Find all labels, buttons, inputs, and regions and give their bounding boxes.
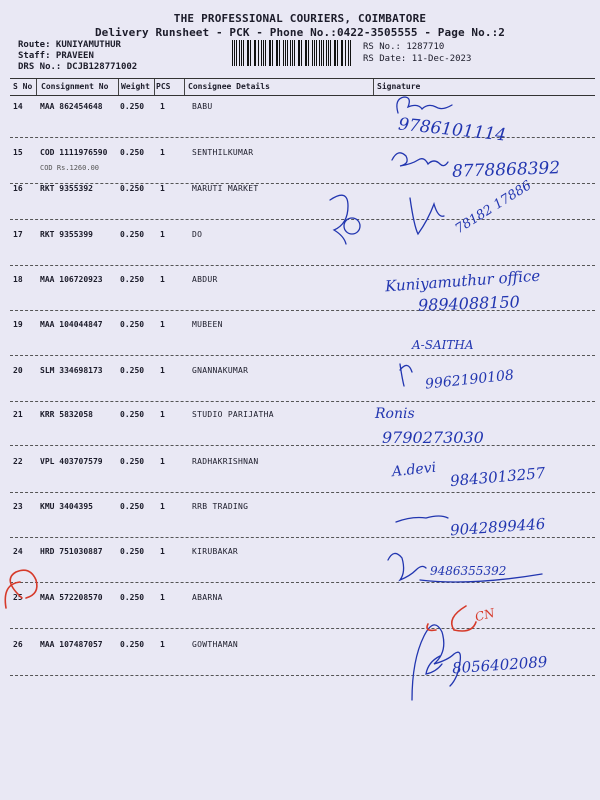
barcode-bar bbox=[312, 40, 313, 66]
row-sno: 21 bbox=[13, 410, 23, 419]
row-weight: 0.250 bbox=[120, 320, 145, 329]
row-sno: 25 bbox=[13, 593, 23, 602]
row-divider bbox=[10, 265, 595, 266]
row-pcs: 1 bbox=[160, 410, 165, 419]
col-divider bbox=[373, 79, 374, 95]
barcode-bar bbox=[287, 40, 288, 66]
col-divider bbox=[118, 79, 119, 95]
handwritten-phone: 8056402089 bbox=[451, 652, 548, 678]
col-signature: Signature bbox=[377, 82, 421, 91]
row-weight: 0.250 bbox=[120, 457, 145, 466]
handwritten-note: Kuniyamuthur office bbox=[384, 266, 541, 296]
row-consignee: MUBEEN bbox=[192, 320, 223, 329]
barcode-bar bbox=[326, 40, 327, 66]
barcode-bar bbox=[277, 40, 278, 66]
rs-number: RS No.: 1287710 bbox=[363, 42, 445, 52]
row-weight: 0.250 bbox=[120, 184, 145, 193]
row-weight: 0.250 bbox=[120, 102, 145, 111]
staff-label: Staff: PRAVEEN bbox=[18, 51, 94, 61]
row-consignee: STUDIO PARIJATHA bbox=[192, 410, 274, 419]
signature-scribble bbox=[397, 97, 452, 113]
row-divider bbox=[10, 137, 595, 138]
row-divider bbox=[10, 401, 595, 402]
row-consignee: ABDUR bbox=[192, 275, 218, 284]
handwritten-mark: CN bbox=[473, 605, 497, 625]
row-divider bbox=[10, 355, 595, 356]
meta-right bbox=[363, 41, 471, 65]
handwritten-phone: 9786101114 bbox=[397, 114, 507, 146]
row-pcs: 1 bbox=[160, 148, 165, 157]
barcode-bar bbox=[265, 40, 266, 66]
barcode-bar bbox=[342, 40, 343, 66]
row-weight: 0.250 bbox=[120, 547, 145, 556]
barcode-bar bbox=[337, 40, 338, 66]
row-consignment: KMU 3404395 bbox=[40, 502, 93, 511]
row-pcs: 1 bbox=[160, 502, 165, 511]
row-consignee: GOWTHAMAN bbox=[192, 640, 239, 649]
barcode-bar bbox=[330, 40, 331, 66]
row-sno: 15 bbox=[13, 148, 23, 157]
row-weight: 0.250 bbox=[120, 366, 145, 375]
col-consignment: Consignment No bbox=[41, 82, 109, 91]
row-consignment: COD 1111976590 bbox=[40, 148, 108, 157]
row-consignment: KRR 5832058 bbox=[40, 410, 93, 419]
barcode-bar bbox=[239, 40, 240, 66]
company-title: THE PROFESSIONAL COURIERS, COIMBATORE bbox=[173, 12, 427, 25]
row-consignee: SENTHILKUMAR bbox=[192, 148, 254, 157]
rs-date: RS Date: 11-Dec-2023 bbox=[363, 54, 472, 64]
row-divider bbox=[10, 628, 595, 629]
signature-scribble bbox=[396, 516, 448, 522]
row-consignee: RADHAKRISHNAN bbox=[192, 457, 259, 466]
handwritten-name: A.devi bbox=[391, 459, 437, 481]
row-consignment: MAA 104044847 bbox=[40, 320, 103, 329]
signature-scribble bbox=[388, 553, 426, 580]
header-top-rule bbox=[10, 78, 595, 79]
handwritten-phone: 9790273030 bbox=[382, 428, 484, 447]
row-consignee: GNANNAKUMAR bbox=[192, 366, 249, 375]
row-weight: 0.250 bbox=[120, 502, 145, 511]
row-pcs: 1 bbox=[160, 320, 165, 329]
col-pcs: PCS bbox=[156, 82, 171, 91]
row-divider bbox=[10, 492, 595, 493]
row-consignment: RKT 9355392 bbox=[40, 184, 93, 193]
col-consignee: Consignee Details bbox=[188, 82, 270, 91]
row-sno: 16 bbox=[13, 184, 23, 193]
barcode-bar bbox=[348, 40, 349, 66]
barcode-bar bbox=[243, 40, 244, 66]
handwritten-name: Ronis bbox=[375, 406, 415, 422]
handwritten-phone: 8778868392 bbox=[451, 158, 561, 182]
row-divider bbox=[10, 445, 595, 446]
barcode-bar bbox=[298, 40, 299, 66]
row-pcs: 1 bbox=[160, 275, 165, 284]
handwritten-phone: 9486355392 bbox=[430, 564, 507, 578]
barcode-bar bbox=[232, 40, 233, 66]
barcode-bar bbox=[319, 40, 320, 66]
circled-number bbox=[344, 218, 360, 234]
row-weight: 0.250 bbox=[120, 148, 145, 157]
row-consignment: SLM 334698173 bbox=[40, 366, 103, 375]
row-pcs: 1 bbox=[160, 640, 165, 649]
row-sno: 20 bbox=[13, 366, 23, 375]
row-weight: 0.250 bbox=[120, 410, 145, 419]
barcode-bar bbox=[294, 40, 295, 66]
signature-scribble bbox=[392, 153, 448, 166]
handwritten-phone: 9843013257 bbox=[449, 463, 547, 491]
signature-scribble bbox=[410, 198, 444, 234]
row-sno: 26 bbox=[13, 640, 23, 649]
row-pcs: 1 bbox=[160, 457, 165, 466]
row-consignment: MAA 862454648 bbox=[40, 102, 103, 111]
row-divider bbox=[10, 183, 595, 184]
barcode-bar bbox=[272, 40, 273, 66]
signature-scribble bbox=[400, 364, 412, 386]
row-consignment: MAA 107487057 bbox=[40, 640, 103, 649]
row-sno: 22 bbox=[13, 457, 23, 466]
handwritten-phone: 9042899446 bbox=[449, 514, 546, 540]
row-divider bbox=[10, 537, 595, 538]
row-sno: 23 bbox=[13, 502, 23, 511]
row-consignment: VPL 403707579 bbox=[40, 457, 103, 466]
row-consignee: BABU bbox=[192, 102, 213, 111]
row-pcs: 1 bbox=[160, 593, 165, 602]
signature-scribble bbox=[426, 656, 442, 674]
barcode-bar bbox=[279, 40, 280, 66]
row-consignment: HRD 751030887 bbox=[40, 547, 103, 556]
handwritten-phone: 78182 17886 bbox=[452, 178, 535, 237]
barcode bbox=[232, 40, 352, 66]
runsheet-title: Delivery Runsheet - PCK - Phone No.:0422-3505555 - Page No.:2 bbox=[94, 26, 506, 39]
barcode-bar bbox=[250, 40, 251, 66]
row-consignee: KIRUBAKAR bbox=[192, 547, 239, 556]
row-divider bbox=[10, 675, 595, 676]
handwritten-phone: 9962190108 bbox=[424, 367, 515, 393]
handwritten-name: A-SAITHA bbox=[412, 338, 474, 352]
row-pcs: 1 bbox=[160, 184, 165, 193]
route-label: Route: KUNIYAMUTHUR bbox=[18, 40, 121, 50]
row-weight: 0.250 bbox=[120, 230, 145, 239]
barcode-bar bbox=[261, 40, 262, 66]
row-consignment: MAA 106720923 bbox=[40, 275, 103, 284]
row-consignee: MARUTI MARKET bbox=[192, 184, 259, 193]
row-pcs: 1 bbox=[160, 547, 165, 556]
row-divider bbox=[10, 219, 595, 220]
header-bottom-rule bbox=[10, 95, 595, 96]
row-weight: 0.250 bbox=[120, 640, 145, 649]
col-divider bbox=[184, 79, 185, 95]
row-cod-amount: COD Rs.1260.00 bbox=[40, 164, 100, 172]
row-consignee: RRB TRADING bbox=[192, 502, 249, 511]
row-weight: 0.250 bbox=[120, 275, 145, 284]
row-pcs: 1 bbox=[160, 366, 165, 375]
row-sno: 19 bbox=[13, 320, 23, 329]
row-sno: 14 bbox=[13, 102, 23, 111]
col-sno: S No bbox=[13, 82, 33, 91]
row-pcs: 1 bbox=[160, 230, 165, 239]
row-sno: 18 bbox=[13, 275, 23, 284]
row-consignee: ABARNA bbox=[192, 593, 223, 602]
row-weight: 0.250 bbox=[120, 593, 145, 602]
barcode-bar bbox=[254, 40, 255, 66]
row-pcs: 1 bbox=[160, 102, 165, 111]
row-sno: 17 bbox=[13, 230, 23, 239]
row-consignee: DO bbox=[192, 230, 203, 239]
barcode-bar bbox=[316, 40, 317, 66]
handwritten-phone: 9894088150 bbox=[417, 292, 521, 315]
row-consignment: RKT 9355399 bbox=[40, 230, 93, 239]
row-sno: 24 bbox=[13, 547, 23, 556]
col-divider bbox=[36, 79, 37, 95]
row-consignment: MAA 572208570 bbox=[40, 593, 103, 602]
col-divider bbox=[154, 79, 155, 95]
meta-left bbox=[18, 40, 137, 73]
barcode-bar bbox=[305, 40, 306, 66]
row-divider bbox=[10, 582, 595, 583]
col-weight: Weight bbox=[121, 82, 150, 91]
drs-label: DRS No.: DCJB128771002 bbox=[18, 62, 138, 72]
